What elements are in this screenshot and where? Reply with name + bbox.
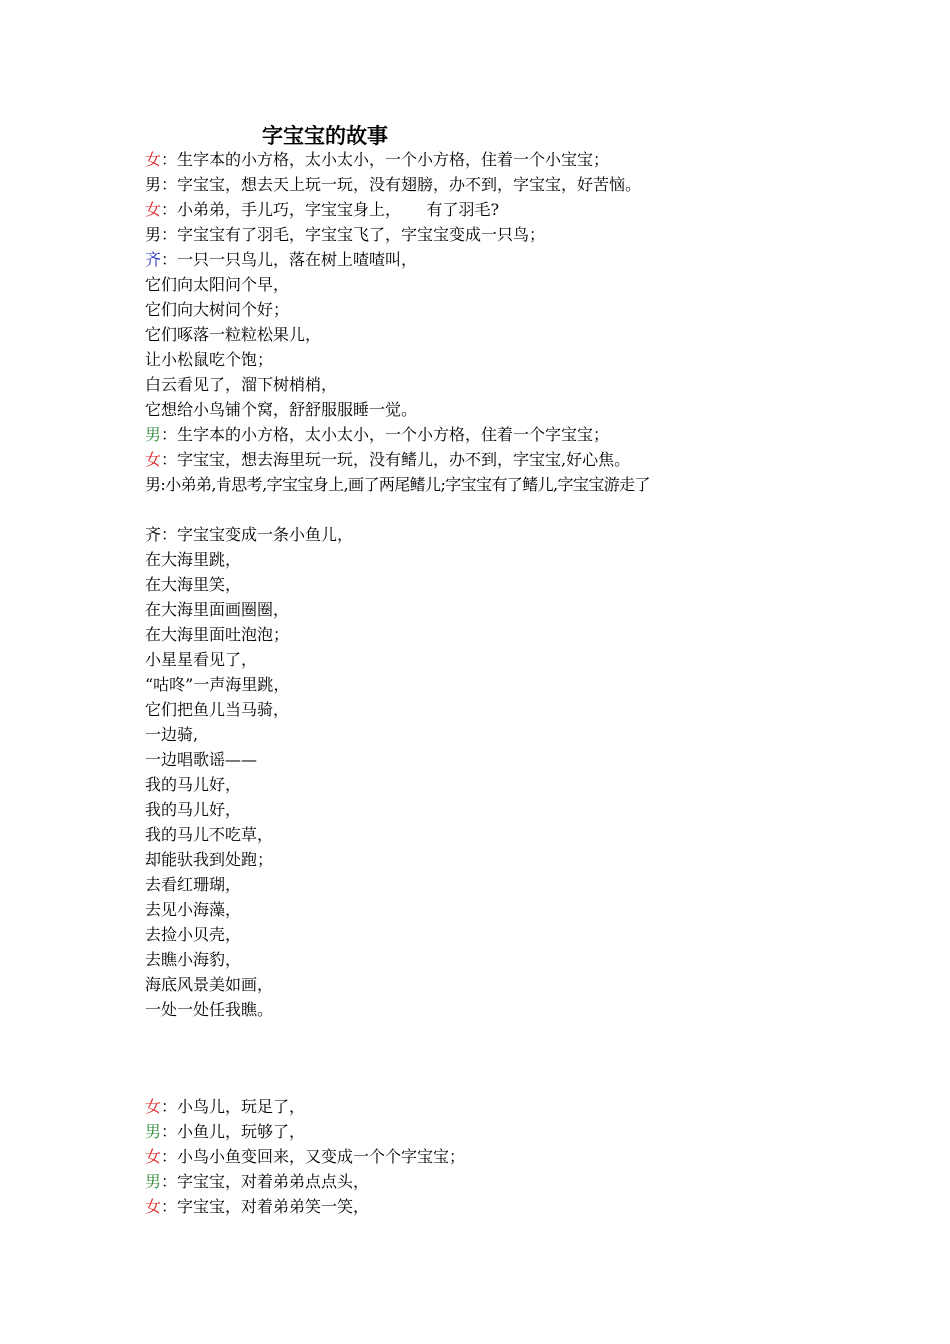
speaker-label-male: 男 (145, 225, 162, 244)
line-text: ：字宝宝变成一条小鱼儿， (161, 525, 354, 544)
poem-line: 一边骑, (145, 725, 199, 744)
poem-line: 去捡小贝壳， (145, 925, 242, 944)
poem-line: 我的马儿好， (145, 775, 242, 794)
poem-line: 它们向大树问个好； (145, 300, 290, 319)
poem-line: 一边唱歌谣—— (145, 750, 258, 769)
line-text: :小弟弟,肯思考,字宝宝身上,画了两尾鳍儿;字宝宝有了鳍儿,字宝宝游走了 (160, 475, 650, 494)
poem-line: 在大海里笑， (145, 575, 242, 594)
speaker-label-female: 女 (145, 200, 162, 219)
poem-line: 它们啄落一粒粒松果儿， (145, 325, 322, 344)
poem-line: 我的马儿好， (145, 800, 242, 819)
dialogue-line (145, 422, 650, 447)
dialogue-line (145, 222, 650, 247)
line-text: ：字宝宝有了羽毛，字宝宝飞了，字宝宝变成一只鸟； (161, 225, 546, 244)
line-text: ：小鱼儿，玩够了， (161, 1122, 306, 1141)
poem-line: 白云看见了，溜下树梢梢， (145, 375, 338, 394)
dialogue-line (145, 172, 650, 197)
dialogue-line (145, 447, 650, 472)
speaker-label-female: 女 (145, 1097, 162, 1116)
dialogue-line (145, 197, 650, 222)
dialogue-line (145, 1094, 465, 1119)
line-text: ：一只一只鸟儿，落在树上喳喳叫， (161, 250, 418, 269)
dialogue-line (145, 1119, 465, 1144)
speaker-label-all: 齐 (145, 250, 162, 269)
line-text: ：小弟弟，手儿巧，字宝宝身上， 有了羽毛? (161, 200, 500, 219)
poem-line: 去瞧小海豹， (145, 950, 242, 969)
poem-line: 在大海里跳， (145, 550, 242, 569)
line-text: ：小鸟小鱼变回来，又变成一个个字宝宝； (161, 1147, 466, 1166)
line-text: ：字宝宝，想去海里玩一玩，没有鳍儿，办不到，字宝宝,好心焦。 (161, 450, 631, 469)
dialogue-block-birds (145, 147, 650, 497)
speaker-label-all: 齐 (145, 525, 162, 544)
speaker-label-female: 女 (145, 450, 162, 469)
poem-line: 它们把鱼儿当马骑， (145, 700, 290, 719)
poem-line: 它们向太阳问个早， (145, 275, 290, 294)
speaker-label-male: 男 (145, 1122, 162, 1141)
poem-line: 却能驮我到处跑； (145, 850, 274, 869)
line-text: ：字宝宝，想去天上玩一玩，没有翅膀，办不到，字宝宝，好苦恼。 (161, 175, 642, 194)
speaker-label-female: 女 (145, 1197, 162, 1216)
dialogue-line (145, 247, 650, 272)
dialogue-line (145, 147, 650, 172)
dialogue-block-fish (145, 522, 353, 1022)
poem-line: 海底风景美如画， (145, 975, 274, 994)
speaker-label-female: 女 (145, 150, 162, 169)
dialogue-line (145, 1169, 465, 1194)
line-text: ：生字本的小方格，太小太小，一个小方格，住着一个小宝宝； (161, 150, 610, 169)
line-text: ：字宝宝，对着弟弟点点头， (161, 1172, 370, 1191)
poem-line: 小星星看见了， (145, 650, 258, 669)
poem-line: 让小松鼠吃个饱； (145, 350, 274, 369)
poem-line: 去见小海藻， (145, 900, 242, 919)
document-title: 字宝宝的故事 (262, 124, 388, 148)
poem-line: “咕咚”一声海里跳， (145, 675, 290, 694)
dialogue-block-return (145, 1094, 465, 1219)
speaker-label-male: 男 (145, 1172, 162, 1191)
line-text: ：小鸟儿，玩足了， (161, 1097, 306, 1116)
line-text: ：字宝宝，对着弟弟笑一笑， (161, 1197, 370, 1216)
poem-line: 在大海里面画圈圈， (145, 600, 290, 619)
poem-line: 在大海里面吐泡泡； (145, 625, 290, 644)
poem-line: 它想给小鸟铺个窝，舒舒服服睡一觉。 (145, 400, 418, 419)
speaker-label-male: 男 (145, 175, 162, 194)
speaker-label-male: 男 (145, 475, 161, 494)
dialogue-line (145, 522, 353, 547)
poem-line: 去看红珊瑚， (145, 875, 242, 894)
poem-line: 一处一处任我瞧。 (145, 1000, 274, 1019)
dialogue-line (145, 472, 650, 497)
dialogue-line (145, 1144, 465, 1169)
speaker-label-female: 女 (145, 1147, 162, 1166)
speaker-label-male: 男 (145, 425, 162, 444)
dialogue-line (145, 1194, 465, 1219)
line-text: ：生字本的小方格，太小太小，一个小方格，住着一个字宝宝； (161, 425, 610, 444)
poem-line: 我的马儿不吃草， (145, 825, 274, 844)
